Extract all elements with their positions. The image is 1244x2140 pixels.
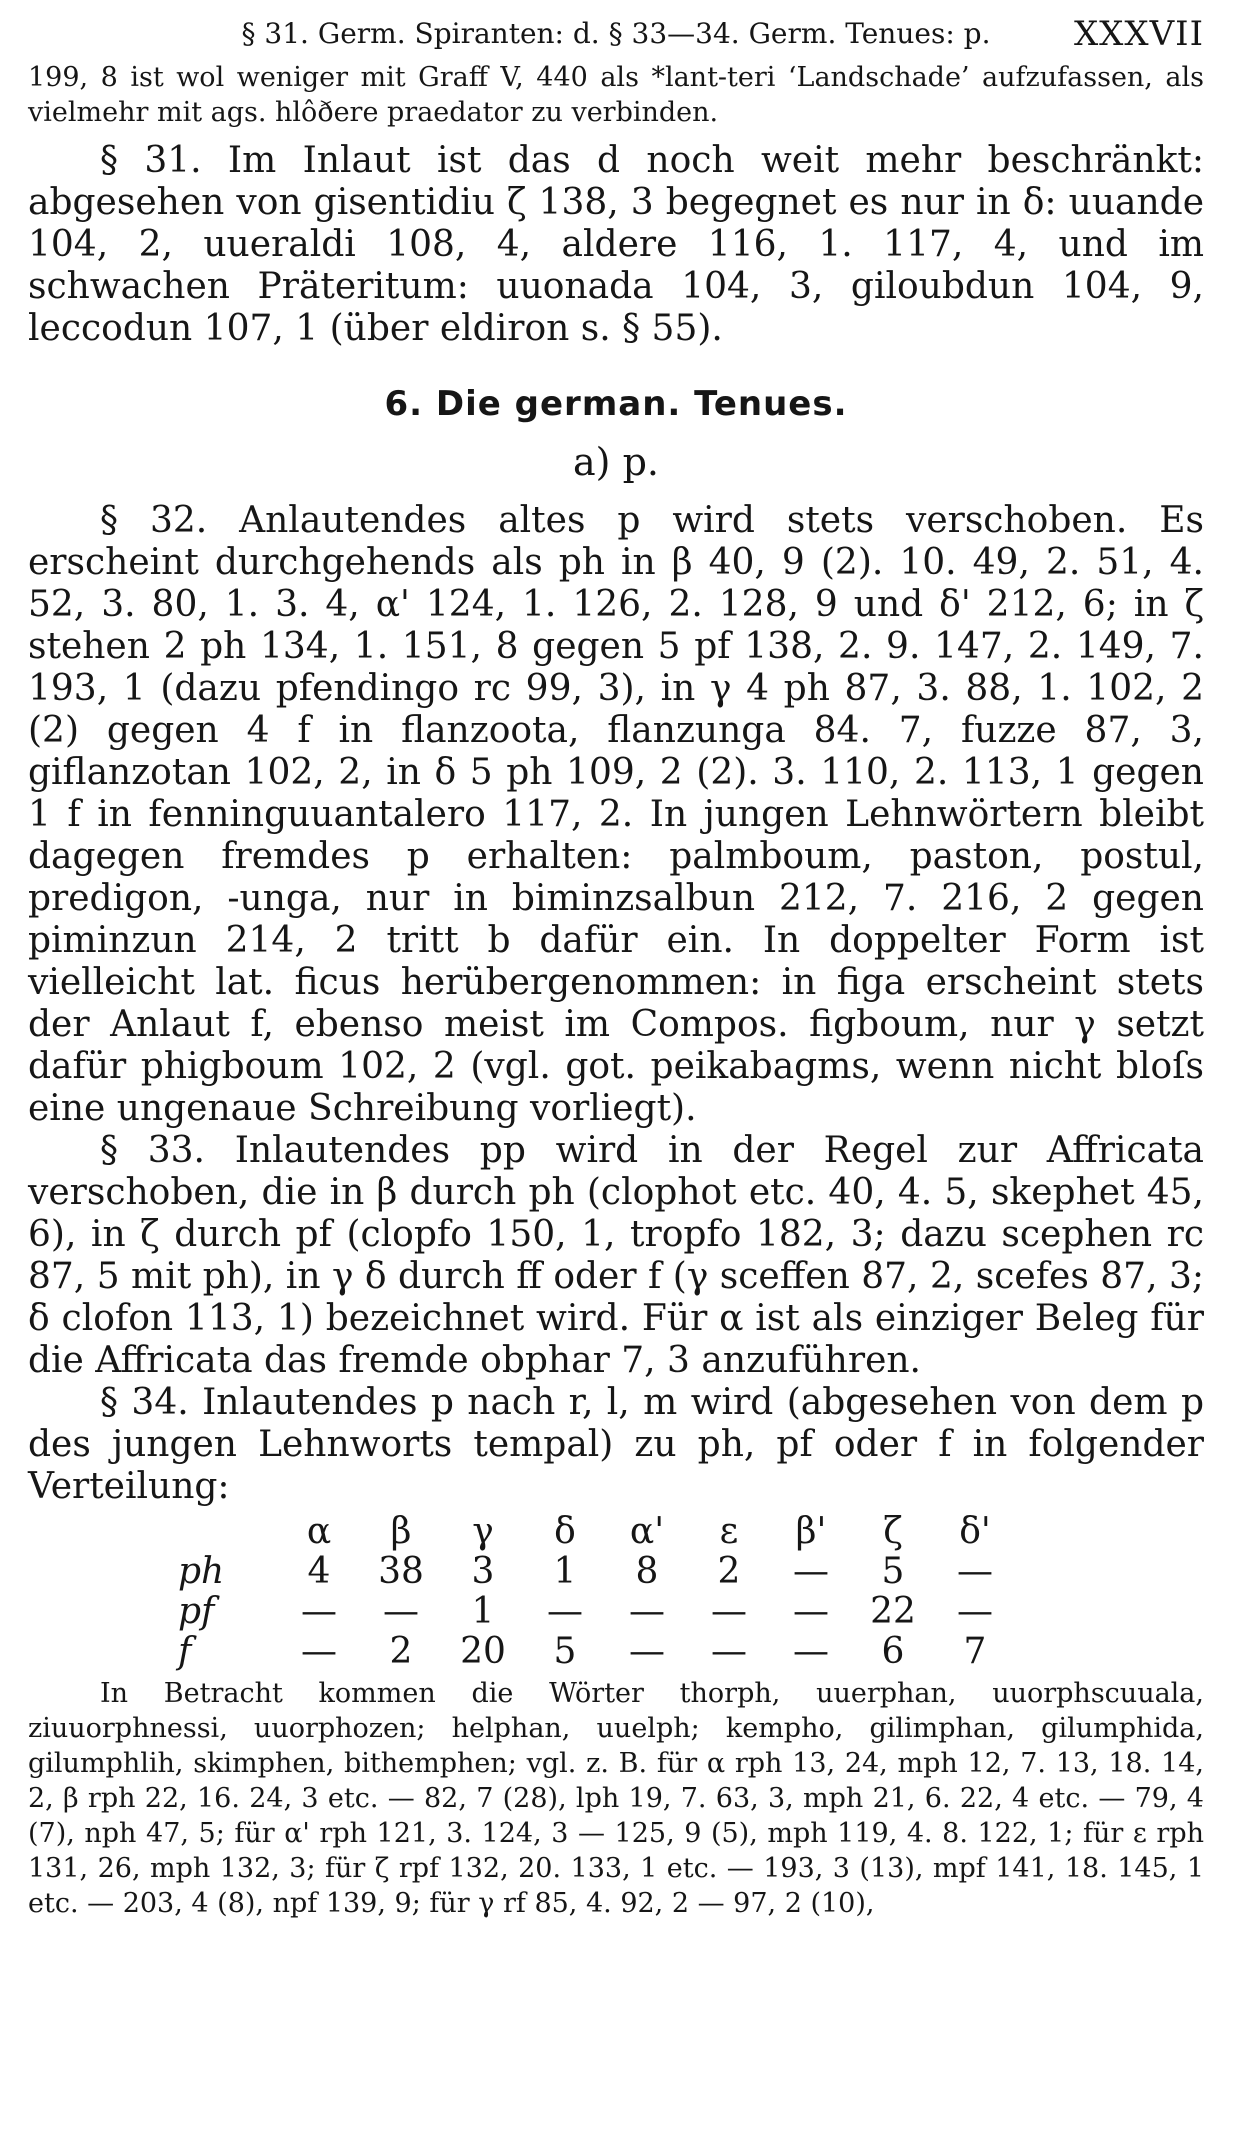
column-header: ε <box>719 1511 739 1552</box>
table-cell: — <box>301 1631 337 1672</box>
table-cell: — <box>383 1591 419 1632</box>
table-cell: — <box>711 1591 747 1632</box>
table-cell: 8 <box>635 1551 659 1592</box>
table-cell: — <box>629 1631 665 1672</box>
table-cell: — <box>547 1591 583 1632</box>
subsection-title: a) p. <box>573 440 659 484</box>
row-label: ph <box>178 1551 225 1592</box>
table-cell: — <box>793 1551 829 1592</box>
row-label: f <box>178 1631 192 1672</box>
table-cell: 5 <box>881 1551 905 1592</box>
table-cell: 38 <box>378 1551 424 1592</box>
table-cell: 4 <box>307 1551 331 1592</box>
table-cell: — <box>711 1631 747 1672</box>
column-header: α <box>306 1511 332 1552</box>
table-cell: 22 <box>870 1591 916 1632</box>
distribution-table <box>178 1512 1016 1672</box>
table-cell: 1 <box>471 1591 495 1632</box>
table-cell: 1 <box>553 1551 577 1592</box>
running-header <box>28 8 1204 60</box>
table-header-row <box>178 1512 1016 1552</box>
paragraph-s32: § 32. Anlautendes altes p wird stets verschoben. Es erscheint durchgehends als ph in β 40, 9 (2). 10. 49, 2. 51, 4. 52, 3. 80, 1. 3. 4, α' 124, 1. 126, 2. 128, 9 und δ' 212, 6; in ζ stehen 2 ph 134, 1. 151, 8 gegen 5 pf 138, 2. 9. 147, 2. 149, 7. 193, 1 (dazu pfendingo rc 99, 3), in γ 4 ph 87, 3. 88, 1. 102, 2 (2) gegen 4 f in flanzoota, flanzunga 84. 7, fuzze 87, 3, giflanzotan 102, 2, in δ 5 ph 109, 2 (2). 3. 110, 2. 113, 1 gegen 1 f in fenninguuantalero 117, 2. In jungen Lehnwörtern bleibt dagegen fremdes p erhalten: palmboum, paston, postul, predigon, -unga, nur in biminzsalbun 212, 7. 216, 2 gegen piminzun 214, 2 tritt b dafür ein. In doppelter Form ist vielleicht lat. ficus herübergenommen: in figa erscheint stets der Anlaut f, ebenso meist im Compos. figboum, nur γ setzt dafür phigboum 102, 2 (vgl. got. peikabagms, wenn nicht bloſs eine ungenaue Schreibung vorliegt). <box>28 500 1204 1129</box>
table-cell: — <box>301 1591 337 1632</box>
table-cell: 2 <box>717 1551 741 1592</box>
page-number: XXXVII <box>1073 14 1204 54</box>
table-cell: 6 <box>881 1631 905 1672</box>
row-label: pf <box>178 1591 215 1632</box>
table-row <box>178 1552 1016 1592</box>
closing-note: In Betracht kommen die Wörter thorph, uuerphan, uuorphscuuala, ziuuorphnessi, uuorphozen; helphan, uuelph; kempho, gilimphan, gilumphida, gilumphlih, skimphen, bithemphen; vgl. z. B. für α rph 13, 24, mph 12, 7. 13, 18. 14, 2, β rph 22, 16. 24, 3 etc. — 82, 7 (28), lph 19, 7. 63, 3, mph 21, 6. 22, 4 etc. — 79, 4 (7), nph 47, 5; für α' rph 121, 3. 124, 3 — 125, 9 (5), mph 119, 4. 8. 122, 1; für ε rph 131, 26, mph 132, 3; für ζ rpf 132, 20. 133, 1 etc. — 193, 3 (13), mpf 141, 18. 145, 1 etc. — 203, 4 (8), npf 139, 9; für γ rf 85, 4. 92, 2 — 97, 2 (10), <box>28 1678 1204 1919</box>
table-cell: — <box>793 1631 829 1672</box>
column-header: β <box>390 1511 412 1552</box>
table-row <box>178 1632 1016 1672</box>
table-row <box>178 1592 1016 1632</box>
table-cell: 20 <box>460 1631 506 1672</box>
table-cell: — <box>957 1551 993 1592</box>
table-cell: 7 <box>963 1631 987 1672</box>
table-cell: 5 <box>553 1631 577 1672</box>
column-header: β' <box>795 1511 827 1552</box>
table-cell: — <box>957 1591 993 1632</box>
table-cell: — <box>629 1591 665 1632</box>
column-header: δ' <box>959 1511 991 1552</box>
column-header: α' <box>629 1511 665 1552</box>
header-title: § 31. Germ. Spiranten: d. § 33—34. Germ. Tenues: p. <box>241 17 991 50</box>
table-cell: 3 <box>471 1551 495 1592</box>
paragraph-s31: § 31. Im Inlaut ist das d noch weit mehr beschränkt: abgesehen von gisentidiu ζ 138, 3 begegnet es nur in δ: uuande 104, 2, uueraldi 108, 4, aldere 116, 1. 117, 4, und im schwachen Präteritum: uuonada 104, 3, giloubdun 104, 9, leccodun 107, 1 (über eldiron s. § 55). <box>28 140 1204 349</box>
table-cell: 2 <box>389 1631 413 1672</box>
column-header: δ <box>554 1511 576 1552</box>
section-title: 6. Die german. Tenues. <box>384 384 848 424</box>
table-cell: — <box>793 1591 829 1632</box>
column-header: γ <box>472 1511 494 1552</box>
paragraph-s33: § 33. Inlautendes pp wird in der Regel zur Affricata verschoben, die in β durch ph (clophot etc. 40, 4. 5, skephet 45, 6), in ζ durch pf (clopfo 150, 1, tropfo 182, 3; dazu scephen rc 87, 5 mit ph), in γ δ durch ff oder f (γ sceffen 87, 2, scefes 87, 3; δ clofon 113, 1) bezeichnet wird. Für α ist als einziger Beleg für die Affricata das fremde obphar 7, 3 anzuführen. <box>28 1130 1204 1381</box>
paragraph-s34: § 34. Inlautendes p nach r, l, m wird (abgesehen von dem p des jungen Lehnworts tempal) zu ph, pf oder f in folgender Verteilung: <box>28 1382 1204 1507</box>
column-header: ζ <box>883 1511 903 1552</box>
intro-note: 199, 8 ist wol weniger mit Graff V, 440 als *lant-teri ‘Landschade’ aufzufassen, als vielmehr mit ags. hlôðere praedator zu verbinden. <box>28 62 1204 128</box>
